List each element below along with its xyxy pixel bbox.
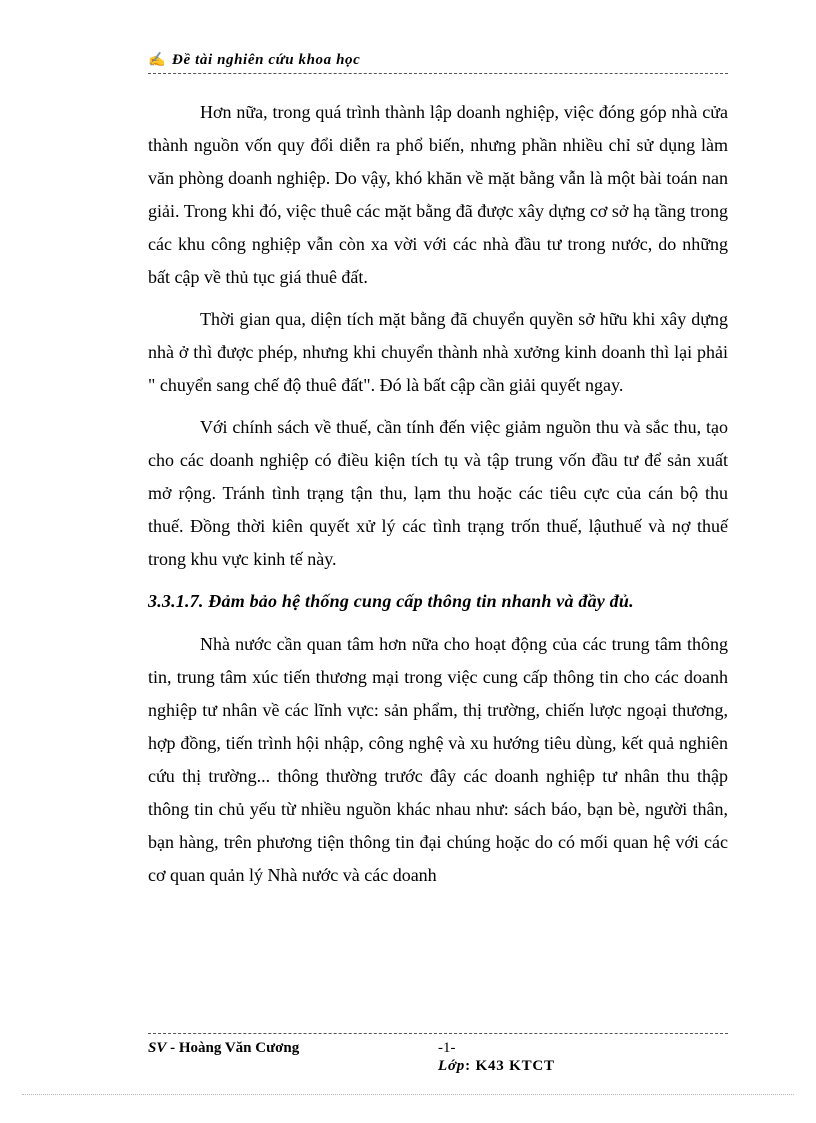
header-title: Đề tài nghiên cứu khoa học <box>172 52 361 68</box>
pen-writing-icon: ✍ <box>148 53 167 68</box>
body-paragraph: Nhà nước cần quan tâm hơn nữa cho hoạt động của các trung tâm thông tin, trung tâm xúc tiến thương mại trong việc cung cấp thông tin cho các doanh nghiệp tư nhân về các lĩnh vực: sản phẩm, thị trường, chiến lược ngoại thương, hợp đồng, tiến trình hội nhập, công nghệ và xu hướng tiêu dùng, kết quả nghiên cứu thị trường... thông thường trước đây các doanh nghiệp tư nhân thu thập thông tin chủ yếu từ nhiều nguồn khác nhau như: sách báo, bạn bè, người thân, bạn hàng, trên phương tiện thông tin đại chúng hoặc do có mối quan hệ với các cơ quan quản lý Nhà nước và các doanh <box>148 634 728 885</box>
footer-divider <box>148 1033 728 1034</box>
footer-student-name: Hoàng Văn Cương <box>178 1040 300 1056</box>
footer-sv-separator: - <box>166 1040 179 1056</box>
body-paragraph: Thời gian qua, diện tích mặt bằng đã chuyển quyền sở hữu khi xây dựng nhà ở thì được phép, nhưng khi chuyển thành nhà xưởng kinh doanh thì lại phải " chuyển sang chế độ thuê đất". Đó là bất cập cần giải quyết ngay. <box>148 309 728 395</box>
page-header <box>148 52 728 69</box>
footer-class-value: K43 KTCT <box>475 1058 555 1074</box>
footer-class <box>438 1058 555 1075</box>
page-number: -1- <box>438 1040 456 1056</box>
footer-sv-label: SV <box>148 1040 167 1056</box>
header-divider <box>148 73 728 74</box>
footer-student <box>148 1040 299 1057</box>
body-paragraph: Hơn nữa, trong quá trình thành lập doanh nghiệp, việc đóng góp nhà cửa thành nguồn vốn quy đổi diễn ra phổ biến, nhưng phần nhiều chỉ sử dụng làm văn phòng doanh nghiệp. Do vậy, khó khăn về mặt bằng vẫn là một bài toán nan giải. Trong khi đó, việc thuê các mặt bằng đã được xây dựng cơ sở hạ tầng trong các khu công nghiệp vẫn còn xa vời với các nhà đầu tư trong nước, do những bất cập về thủ tục giá thuê đất. <box>148 102 728 287</box>
footer-class-label: Lớp <box>438 1058 466 1074</box>
document-body <box>148 96 728 901</box>
footer-class-separator: : <box>465 1058 476 1074</box>
body-paragraph: Với chính sách về thuế, cần tính đến việc giảm nguồn thu và sắc thu, tạo cho các doanh nghiệp có điều kiện tích tụ và tập trung vốn đầu tư để sản xuất mở rộng. Tránh tình trạng tận thu, lạm thu hoặc các tiêu cực của cán bộ thu thuế. Đồng thời kiên quyết xử lý các tình trạng trốn thuế, lậuthuế và nợ thuế trong khu vực kinh tế này. <box>148 417 728 569</box>
section-heading: 3.3.1.7. Đảm bảo hệ thống cung cấp thông tin nhanh và đầy đủ. <box>148 591 634 611</box>
page-bottom-border <box>22 1094 794 1095</box>
